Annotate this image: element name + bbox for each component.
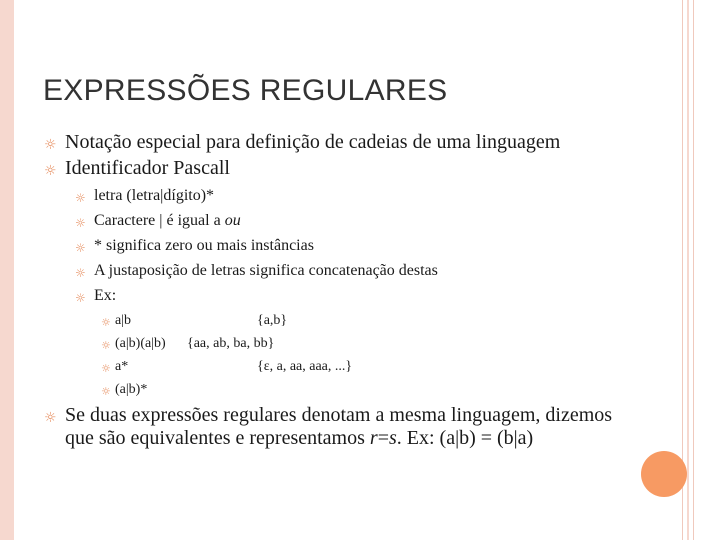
bullet-justaposicao: A justaposição de letras significa concatenação destas [94, 262, 438, 279]
sun-bullet-icon: ☼ [75, 191, 86, 205]
bullet-significa: * significa zero ou mais instâncias [94, 237, 314, 254]
example-expr: a* [115, 359, 129, 374]
para-r: r [369, 427, 378, 449]
para-text-end: . Ex: (a|b) = (b|a) [396, 427, 534, 449]
sun-bullet-icon: ☼ [44, 410, 57, 426]
sun-bullet-icon: ☼ [75, 216, 86, 230]
example-row [115, 382, 147, 398]
para-text: Se duas expressões regulares denotam a mesma linguagem, dizemos que são equivalentes e representamos [65, 404, 613, 449]
bullet-caractere [94, 212, 241, 230]
sun-bullet-icon: ☼ [75, 266, 86, 280]
para-s: s [388, 427, 397, 449]
example-row [115, 313, 287, 329]
sun-bullet-icon: ☼ [75, 241, 86, 255]
caractere-text: Caractere | é igual a [94, 212, 225, 229]
example-set: {a,b} [257, 313, 288, 328]
example-set: {aa, ab, ba, bb} [187, 336, 275, 351]
bullet-letra: letra (letra|dígito)* [94, 187, 215, 204]
bullet-identificador: Identificador Pascall [65, 157, 230, 179]
sun-bullet-icon: ☼ [101, 385, 111, 398]
bullet-equivalentes [65, 404, 625, 450]
sun-bullet-icon: ☼ [101, 339, 111, 352]
example-expr: (a|b)(a|b) [115, 336, 166, 351]
example-expr: a|b [115, 313, 132, 328]
para-equals: = [377, 427, 389, 449]
right-decorative-stripe [687, 0, 689, 540]
sun-bullet-icon: ☼ [44, 163, 57, 179]
bullet-notacao: Notação especial para definição de cadeias de uma linguagem [65, 131, 561, 153]
left-decorative-border [0, 0, 14, 540]
sun-bullet-icon: ☼ [44, 137, 57, 153]
bullet-ex: Ex: [94, 287, 117, 304]
example-row [115, 336, 274, 352]
sun-bullet-icon: ☼ [75, 291, 86, 305]
accent-circle [641, 451, 687, 497]
sun-bullet-icon: ☼ [101, 362, 111, 375]
slide-title: EXPRESSÕES REGULARES [43, 74, 448, 107]
example-set: {ε, a, aa, aaa, ...} [257, 359, 353, 374]
example-row [115, 359, 352, 375]
sun-bullet-icon: ☼ [101, 316, 111, 329]
caractere-ou: ou [224, 212, 241, 229]
example-expr: (a|b)* [115, 382, 148, 397]
